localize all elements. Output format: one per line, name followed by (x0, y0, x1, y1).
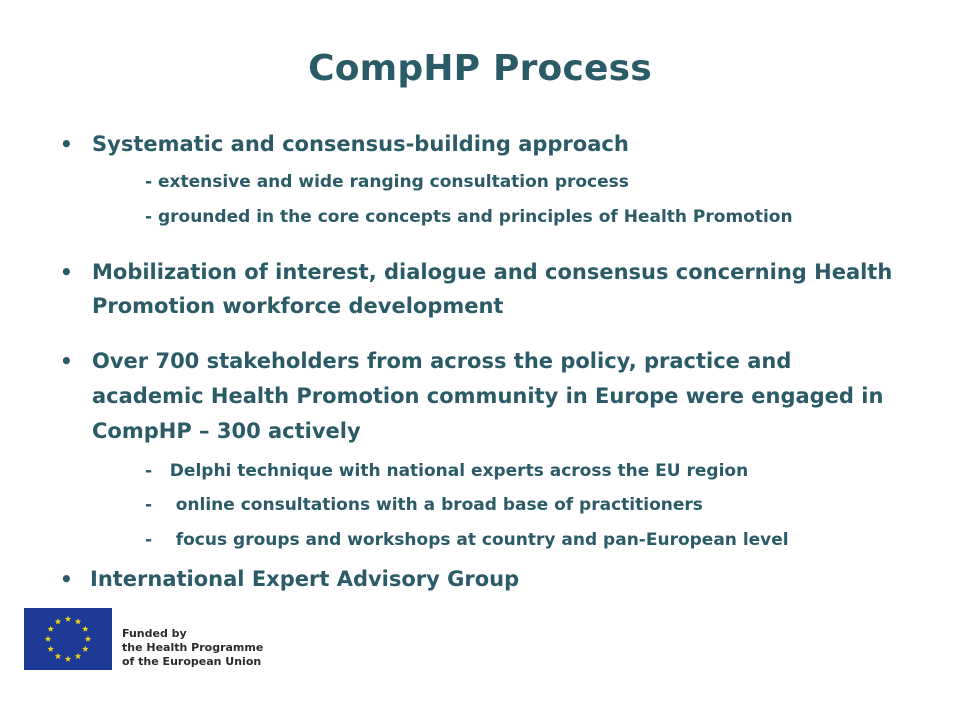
funding-statement (122, 627, 263, 669)
bullet-dot: • (60, 260, 73, 284)
bullet-text-line: academic Health Promotion community in Europe were engaged in (92, 384, 884, 408)
funding-line: Funded by (122, 627, 187, 640)
slide-title: CompHP Process (308, 48, 652, 89)
sub-item: - Delphi technique with national experts across the EU region (145, 461, 749, 481)
bullet-text-line: Promotion workforce development (92, 294, 504, 318)
bullet-text-line: Mobilization of interest, dialogue and consensus concerning Health (92, 260, 893, 284)
sub-item: - online consultations with a broad base of practitioners (145, 495, 703, 515)
sub-item: - extensive and wide ranging consultation process (145, 172, 629, 192)
funding-line: the Health Programme (122, 641, 264, 654)
eu-flag-icon (24, 608, 112, 670)
bullet-text: International Expert Advisory Group (90, 567, 520, 591)
sub-item: - focus groups and workshops at country and pan-European level (145, 530, 789, 550)
bullet-dot: • (60, 567, 73, 591)
sub-item: - grounded in the core concepts and principles of Health Promotion (145, 207, 793, 227)
bullet-text: Systematic and consensus-building approach (92, 132, 629, 156)
bullet-dot: • (60, 349, 73, 373)
funding-line: of the European Union (122, 655, 262, 668)
bullet-text-line: Over 700 stakeholders from across the policy, practice and (92, 349, 792, 373)
bullet-text-line: CompHP – 300 actively (92, 419, 361, 443)
bullet-dot: • (60, 132, 73, 156)
